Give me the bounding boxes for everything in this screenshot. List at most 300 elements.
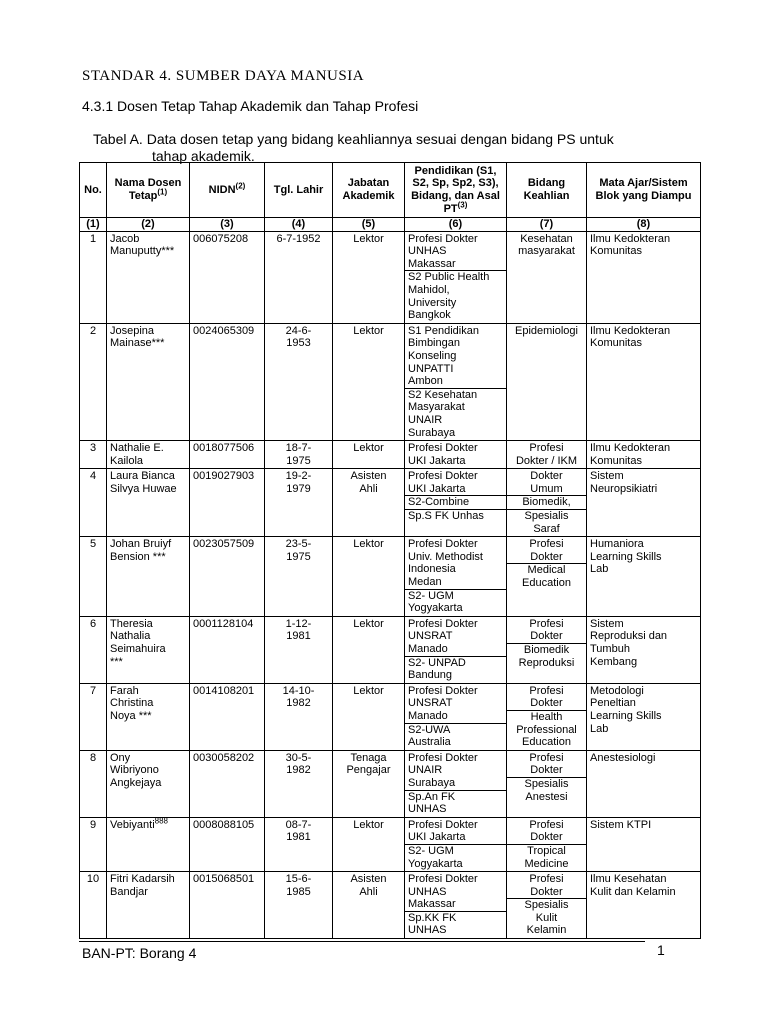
cell-nidn: 0001128104 xyxy=(190,616,265,683)
tgl-line: 15-6- xyxy=(285,873,312,886)
pendidikan-line: UNAIR xyxy=(408,764,443,777)
pendidikan-line: Profesi Dokter xyxy=(408,232,478,245)
pendidikan-entry xyxy=(405,589,506,615)
pendidikan-line: Makassar xyxy=(408,898,456,911)
table-row xyxy=(80,616,701,683)
cell-nama xyxy=(107,872,190,939)
cell-mata-ajar xyxy=(587,469,701,537)
bidang-entry xyxy=(510,873,583,898)
footer-rule xyxy=(79,941,645,942)
pendidikan-entry xyxy=(405,723,506,749)
pendidikan-entry xyxy=(408,752,503,790)
bidang-entry xyxy=(507,495,586,509)
col-header-nidn-text: NIDN xyxy=(208,183,236,196)
nama-line xyxy=(110,685,186,698)
nama-line xyxy=(110,697,186,710)
cell-pendidikan xyxy=(405,441,507,469)
cell-jabatan xyxy=(333,872,405,939)
bidang-entry xyxy=(510,685,583,710)
cell-bidang xyxy=(507,872,587,939)
cell-pendidikan xyxy=(405,469,507,537)
pendidikan-line: S2-Combine xyxy=(408,496,470,509)
table-body xyxy=(80,231,701,938)
nama-line xyxy=(110,455,186,468)
tgl-line: 1975 xyxy=(286,454,311,467)
bidang-line: Dokter xyxy=(530,831,563,844)
nama-line xyxy=(110,618,186,631)
pendidikan-line: Konseling xyxy=(408,349,457,362)
cell-no: 3 xyxy=(80,441,107,469)
nama-line xyxy=(110,233,186,246)
nama-text: Seimahuira xyxy=(110,643,166,655)
col-header-pendidikan-text: Pendidikan (S1, S2, Sp, Sp2, S3), Bidang, dan Asal PT xyxy=(411,164,500,215)
mata-ajar-line: Komunitas xyxy=(590,454,642,467)
col-header-jabatan: Jabatan Akademik xyxy=(333,163,405,218)
pendidikan-line: UNPATTI xyxy=(408,362,454,375)
nama-line xyxy=(110,470,186,483)
cell-tgl xyxy=(265,817,333,871)
cell-nama xyxy=(107,817,190,871)
bidang-line: Profesi xyxy=(529,751,564,764)
cell-mata-ajar xyxy=(587,683,701,750)
table-caption-line2: tahap akademik. xyxy=(152,148,255,164)
pendidikan-line: Surabaya xyxy=(408,426,456,439)
cell-tgl xyxy=(265,323,333,440)
jabatan-line: Lektor xyxy=(353,818,384,831)
cell-bidang xyxy=(507,441,587,469)
cell-tgl xyxy=(265,469,333,537)
bidang-line: Profesi xyxy=(529,442,564,455)
pendidikan-entry xyxy=(405,844,506,870)
bidang-line: Profesi xyxy=(529,684,564,697)
pendidikan-line: Profesi Dokter xyxy=(408,617,478,630)
cell-nidn: 0014108201 xyxy=(190,683,265,750)
pendidikan-line: UKI Jakarta xyxy=(408,831,466,844)
cell-tgl xyxy=(265,750,333,817)
bidang-line: Dokter xyxy=(530,764,563,777)
cell-no: 6 xyxy=(80,616,107,683)
mata-ajar-line: Reproduksi dan xyxy=(590,630,668,643)
pendidikan-line: UNHAS xyxy=(408,245,447,258)
standard-title: STANDAR 4. SUMBER DAYA MANUSIA xyxy=(82,68,365,84)
cell-nidn: 0018077506 xyxy=(190,441,265,469)
cell-tgl xyxy=(265,231,333,323)
pendidikan-line: Medan xyxy=(408,576,442,589)
nama-text: Bension *** xyxy=(110,550,166,563)
tgl-line: 1981 xyxy=(286,630,311,643)
bidang-line: Professional xyxy=(516,723,577,736)
mata-ajar-line: Komunitas xyxy=(590,245,642,258)
nama-text: *** xyxy=(110,655,123,668)
jabatan-line: Lektor xyxy=(353,617,384,630)
pendidikan-entry xyxy=(405,495,506,509)
tgl-line: 1-12- xyxy=(285,617,312,630)
pendidikan-line: S2 Kesehatan xyxy=(408,388,478,401)
bidang-entry xyxy=(507,643,586,669)
pendidikan-line: Profesi Dokter xyxy=(408,442,478,455)
nama-line xyxy=(110,643,186,656)
cell-jabatan xyxy=(333,616,405,683)
pendidikan-entry xyxy=(405,656,506,682)
col-header-nama-sup: (1) xyxy=(157,187,168,197)
mata-ajar-line: Neuropsikiatri xyxy=(590,482,658,495)
cell-bidang xyxy=(507,231,587,323)
jabatan-line: Asisten xyxy=(350,470,387,483)
pendidikan-line: Profesi Dokter xyxy=(408,873,478,886)
jabatan-line: Ahli xyxy=(359,482,378,495)
pendidikan-line: UNHAS xyxy=(408,924,447,937)
pendidikan-line: S2-UWA xyxy=(408,723,451,736)
cell-bidang xyxy=(507,750,587,817)
pendidikan-entry xyxy=(408,470,503,495)
tgl-line: 1975 xyxy=(286,550,311,563)
cell-mata-ajar xyxy=(587,441,701,469)
cell-nidn: 0015068501 xyxy=(190,872,265,939)
bidang-line: Reproduksi xyxy=(518,656,575,669)
nama-line xyxy=(110,483,186,496)
tgl-line: 19-2- xyxy=(285,470,312,483)
col-number: (8) xyxy=(587,218,701,232)
cell-nama xyxy=(107,537,190,617)
cell-tgl xyxy=(265,616,333,683)
mata-ajar-line: Sistem xyxy=(590,470,624,483)
cell-pendidikan xyxy=(405,817,507,871)
pendidikan-line: UKI Jakarta xyxy=(408,454,466,467)
nama-sup: 888 xyxy=(154,816,169,826)
page-number: 1 xyxy=(657,942,665,958)
cell-no: 2 xyxy=(80,323,107,440)
nama-text: Laura Bianca xyxy=(110,470,175,483)
mata-ajar-line: Lab xyxy=(590,722,609,735)
mata-ajar-line: Sistem KTPI xyxy=(590,818,652,831)
nama-line xyxy=(110,764,186,777)
cell-jabatan xyxy=(333,469,405,537)
nama-text: Fitri Kadarsih xyxy=(110,873,175,886)
nama-line xyxy=(110,886,186,899)
bidang-line: Tropical xyxy=(527,844,566,857)
nama-text: Jacob xyxy=(110,232,140,245)
pendidikan-line: Profesi Dokter xyxy=(408,751,478,764)
jabatan-line: Pengajar xyxy=(346,764,391,777)
pendidikan-line: Bimbingan xyxy=(408,337,460,350)
nama-text: Noya *** xyxy=(110,709,152,722)
nama-line xyxy=(110,873,186,886)
cell-mata-ajar xyxy=(587,616,701,683)
nama-text: Angkejaya xyxy=(110,776,162,789)
pendidikan-line: Bangkok xyxy=(408,309,451,322)
cell-mata-ajar xyxy=(587,231,701,323)
pendidikan-line: S2- UGM xyxy=(408,589,454,602)
bidang-line: Umum xyxy=(530,482,563,495)
tgl-line: 23-5- xyxy=(285,538,312,551)
tgl-line: 1982 xyxy=(286,764,311,777)
mata-ajar-line: Humaniora xyxy=(590,538,644,551)
col-header-pendidikan xyxy=(405,163,507,218)
pendidikan-entry xyxy=(408,325,503,388)
tgl-line: 30-5- xyxy=(285,751,312,764)
pendidikan-entry xyxy=(405,790,506,816)
pendidikan-line: UNHAS xyxy=(408,885,447,898)
cell-jabatan xyxy=(333,817,405,871)
col-header-mata-ajar: Mata Ajar/Sistem Blok yang Diampu xyxy=(587,163,701,218)
tgl-line: 14-10- xyxy=(282,684,315,697)
pendidikan-line: Makassar xyxy=(408,257,456,270)
col-header-tgl: Tgl. Lahir xyxy=(265,163,333,218)
pendidikan-entry xyxy=(408,819,503,844)
nama-line xyxy=(110,538,186,551)
mata-ajar-line: Sistem xyxy=(590,617,624,630)
mata-ajar-line: Ilmu Kedokteran xyxy=(590,232,671,245)
nama-line xyxy=(110,325,186,338)
table-row xyxy=(80,683,701,750)
bidang-line: Epidemiologi xyxy=(515,324,578,337)
tgl-line: 1982 xyxy=(286,697,311,710)
table-caption xyxy=(93,131,653,165)
mata-ajar-line: Kulit dan Kelamin xyxy=(590,885,676,898)
pendidikan-line: Univ. Methodist xyxy=(408,550,483,563)
pendidikan-line: Profesi Dokter xyxy=(408,818,478,831)
nama-text: Vebiyanti xyxy=(110,818,155,831)
nama-line xyxy=(110,752,186,765)
pendidikan-line: Yogyakarta xyxy=(408,602,463,615)
cell-jabatan xyxy=(333,750,405,817)
pendidikan-line: UKI Jakarta xyxy=(408,482,466,495)
bidang-entry xyxy=(510,752,583,777)
col-number: (6) xyxy=(405,218,507,232)
pendidikan-line: UNHAS xyxy=(408,803,447,816)
mata-ajar-line: Ilmu Kesehatan xyxy=(590,873,667,886)
cell-mata-ajar xyxy=(587,537,701,617)
nama-text: Bandjar xyxy=(110,885,148,898)
bidang-entry xyxy=(507,777,586,803)
bidang-line: Dokter / IKM xyxy=(515,454,578,467)
table-row xyxy=(80,323,701,440)
mata-ajar-line: Ilmu Kedokteran xyxy=(590,324,671,337)
cell-bidang xyxy=(507,616,587,683)
pendidikan-entry xyxy=(405,270,506,321)
pendidikan-line: Sp.An FK xyxy=(408,790,456,803)
bidang-line: Profesi xyxy=(529,617,564,630)
nama-text: Mainase*** xyxy=(110,337,165,350)
cell-nidn: 0030058202 xyxy=(190,750,265,817)
cell-no: 8 xyxy=(80,750,107,817)
nama-text: Manuputty*** xyxy=(110,245,175,258)
column-number-row xyxy=(80,218,701,232)
cell-mata-ajar xyxy=(587,323,701,440)
bidang-line: Kelamin xyxy=(526,924,567,937)
tgl-line: 08-7- xyxy=(285,818,312,831)
bidang-entry xyxy=(507,844,586,870)
col-header-nidn-sup: (2) xyxy=(235,181,246,191)
mata-ajar-line: Ilmu Kedokteran xyxy=(590,442,671,455)
tgl-line: 1985 xyxy=(286,885,311,898)
cell-bidang xyxy=(507,469,587,537)
nama-text: Wibriyono xyxy=(110,764,159,777)
bidang-entry xyxy=(510,442,583,467)
table-row xyxy=(80,817,701,871)
jabatan-line: Lektor xyxy=(353,442,384,455)
pendidikan-line: Mahidol, xyxy=(408,283,450,296)
pendidikan-line: UNAIR xyxy=(408,413,443,426)
mata-ajar-line: Tumbuh xyxy=(590,643,630,655)
bidang-line: Profesi xyxy=(529,818,564,831)
bidang-line: Dokter xyxy=(530,630,563,643)
cell-bidang xyxy=(507,817,587,871)
pendidikan-entry xyxy=(405,388,506,439)
jabatan-line: Lektor xyxy=(353,538,384,551)
col-header-nama xyxy=(107,163,190,218)
nama-line xyxy=(110,656,186,669)
cell-nama xyxy=(107,441,190,469)
cell-tgl xyxy=(265,537,333,617)
cell-jabatan xyxy=(333,231,405,323)
col-number: (7) xyxy=(507,218,587,232)
cell-no: 9 xyxy=(80,817,107,871)
cell-tgl xyxy=(265,683,333,750)
pendidikan-line: Sp.KK FK xyxy=(408,911,457,924)
cell-tgl xyxy=(265,441,333,469)
nama-line xyxy=(110,816,186,832)
bidang-entry xyxy=(510,325,583,338)
nama-text: Nathalia xyxy=(110,630,151,643)
pendidikan-entry xyxy=(408,233,503,271)
bidang-line: Saraf xyxy=(533,522,560,535)
bidang-line: Dokter xyxy=(530,470,563,483)
jabatan-line: Lektor xyxy=(353,232,384,245)
pendidikan-line: Surabaya xyxy=(408,776,456,789)
bidang-line: Anestesi xyxy=(525,790,568,803)
bidang-line: Profesi xyxy=(529,873,564,886)
cell-bidang xyxy=(507,537,587,617)
pendidikan-line: Profesi Dokter xyxy=(408,684,478,697)
mata-ajar-line: Kembang xyxy=(590,655,638,668)
cell-pendidikan xyxy=(405,750,507,817)
cell-nama xyxy=(107,469,190,537)
nama-text: Silvya Huwae xyxy=(110,482,177,495)
pendidikan-line: Manado xyxy=(408,643,448,655)
cell-bidang xyxy=(507,323,587,440)
nama-line xyxy=(110,710,186,723)
cell-jabatan xyxy=(333,683,405,750)
col-number: (2) xyxy=(107,218,190,232)
cell-nidn: 006075208 xyxy=(190,231,265,323)
bidang-line: Biomedik, xyxy=(522,496,571,509)
nama-line xyxy=(110,245,186,258)
cell-jabatan xyxy=(333,441,405,469)
mata-ajar-line: Anestesiologi xyxy=(590,751,656,764)
nama-text: Kailola xyxy=(110,454,144,467)
bidang-entry xyxy=(510,538,583,563)
jabatan-line: Asisten xyxy=(350,873,387,886)
pendidikan-line: Masyarakat xyxy=(408,401,465,414)
bidang-line: Biomedik xyxy=(523,644,570,656)
cell-nama xyxy=(107,750,190,817)
pendidikan-entry xyxy=(405,911,506,937)
pendidikan-line: Profesi Dokter xyxy=(408,470,478,483)
cell-pendidikan xyxy=(405,616,507,683)
cell-no: 7 xyxy=(80,683,107,750)
cell-mata-ajar xyxy=(587,750,701,817)
cell-no: 5 xyxy=(80,537,107,617)
tgl-line: 6-7-1952 xyxy=(276,232,321,245)
bidang-entry xyxy=(510,819,583,844)
col-header-pendidikan-sup: (3) xyxy=(457,199,468,209)
pendidikan-line: S2- UGM xyxy=(408,844,454,857)
col-number: (3) xyxy=(190,218,265,232)
bidang-entry xyxy=(510,470,583,495)
tgl-line: 1953 xyxy=(286,337,311,350)
cell-no: 1 xyxy=(80,231,107,323)
cell-no: 10 xyxy=(80,872,107,939)
nama-text: Johan Bruiyf xyxy=(110,538,172,551)
bidang-line: Education xyxy=(522,736,571,749)
bidang-line: Kulit xyxy=(535,911,558,924)
bidang-line: Health xyxy=(530,710,563,723)
pendidikan-line: Profesi Dokter xyxy=(408,538,478,551)
footer-label: BAN-PT: Borang 4 xyxy=(82,945,197,961)
table-row xyxy=(80,750,701,817)
pendidikan-line: Ambon xyxy=(408,375,443,388)
nama-line xyxy=(110,777,186,790)
mata-ajar-line: Peneltian xyxy=(590,697,636,710)
tgl-line: 18-7- xyxy=(285,442,312,455)
nama-line xyxy=(110,551,186,564)
bidang-line: Dokter xyxy=(530,885,563,898)
tgl-line: 1981 xyxy=(286,831,311,844)
col-header-no: No. xyxy=(80,163,107,218)
mata-ajar-line: Learning Skills xyxy=(590,709,662,722)
tgl-line: 1979 xyxy=(286,482,311,495)
nama-text: Christina xyxy=(110,697,154,710)
table-caption-line1: Tabel A. Data dosen tetap yang bidang keahliannya sesuai dengan bidang PS untuk xyxy=(93,131,614,147)
col-number: (1) xyxy=(80,218,107,232)
table-row xyxy=(80,872,701,939)
pendidikan-line: Australia xyxy=(408,736,451,749)
col-number: (4) xyxy=(265,218,333,232)
table-header-row xyxy=(80,163,701,218)
nama-line xyxy=(110,337,186,350)
table-row xyxy=(80,231,701,323)
bidang-line: Dokter xyxy=(530,550,563,563)
table-row xyxy=(80,441,701,469)
cell-jabatan xyxy=(333,323,405,440)
mata-ajar-line: Komunitas xyxy=(590,337,642,350)
bidang-entry xyxy=(507,898,586,937)
bidang-line: Medical xyxy=(527,564,566,577)
cell-nama xyxy=(107,323,190,440)
bidang-entry xyxy=(507,563,586,589)
tgl-line: 24-6- xyxy=(285,324,312,337)
bidang-line: Kesehatan xyxy=(520,232,573,245)
bidang-line: masyarakat xyxy=(518,245,575,258)
cell-pendidikan xyxy=(405,683,507,750)
col-header-nama-text: Nama Dosen Tetap xyxy=(114,177,182,202)
bidang-line: Dokter xyxy=(530,697,563,710)
mata-ajar-line: Metodologi xyxy=(590,684,644,697)
pendidikan-line: Manado xyxy=(408,709,448,722)
jabatan-line: Lektor xyxy=(353,324,384,337)
cell-nama xyxy=(107,231,190,323)
col-number: (5) xyxy=(333,218,405,232)
nama-text: Theresia xyxy=(110,617,153,630)
pendidikan-line: S1 Pendidikan xyxy=(408,324,479,337)
pendidikan-line: Yogyakarta xyxy=(408,857,463,870)
pendidikan-entry xyxy=(408,442,503,467)
bidang-entry xyxy=(510,618,583,643)
cell-nidn: 0024065309 xyxy=(190,323,265,440)
pendidikan-entry xyxy=(408,618,503,656)
cell-nidn: 0008088105 xyxy=(190,817,265,871)
